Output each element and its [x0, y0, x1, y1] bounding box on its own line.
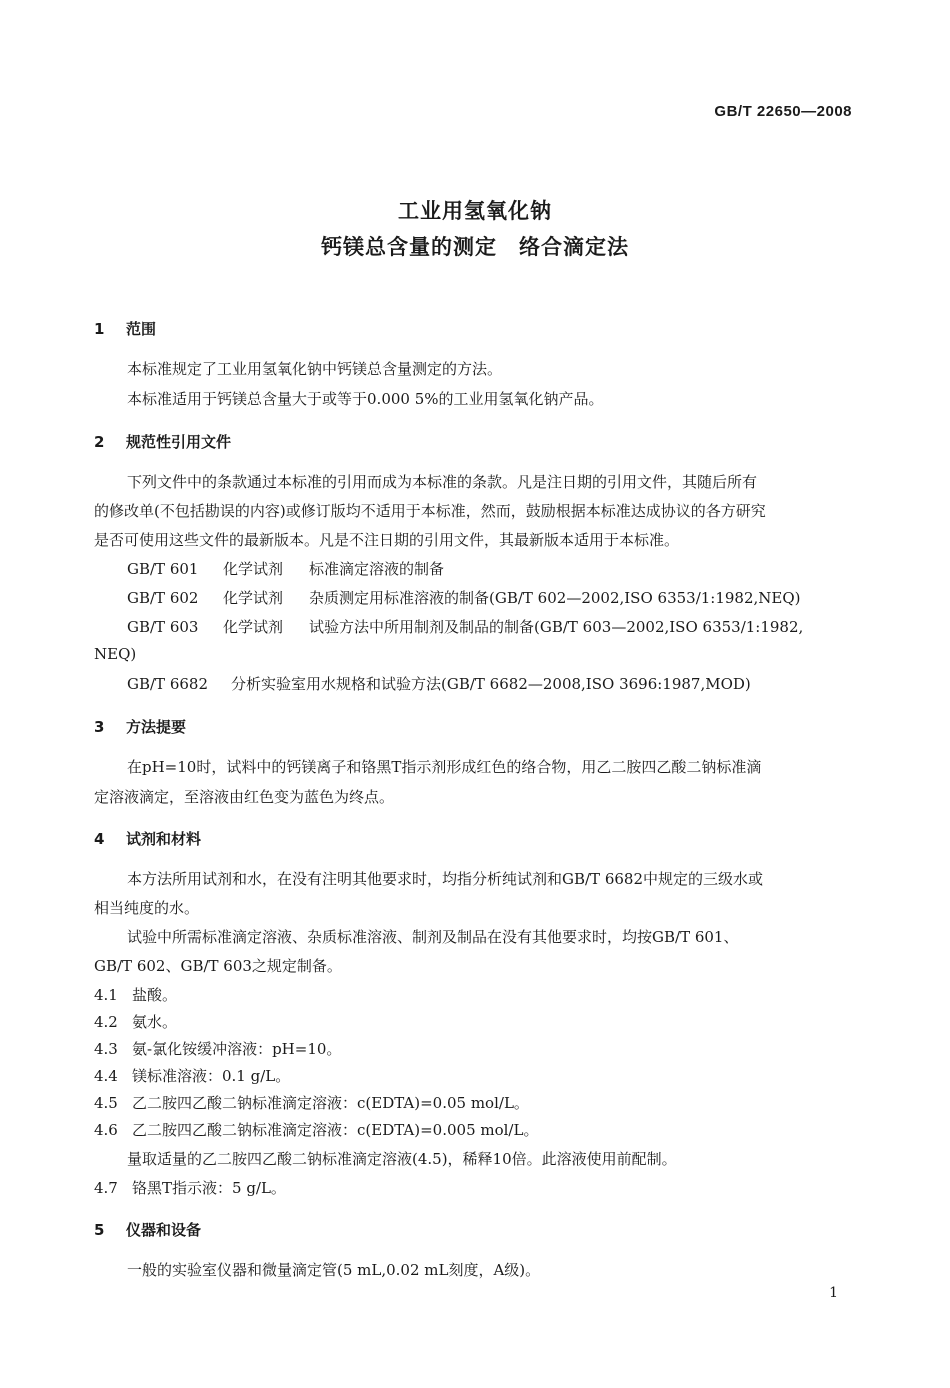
item-4-1 [94, 984, 177, 1005]
item-text: 乙二胺四乙酸二钠标准滴定溶液：c(EDTA)=0.005 mol/L。 [132, 1121, 539, 1139]
section-4-paragraph-1-line-1: 本方法所用试剂和水，在没有注明其他要求时，均指分析纯试剂和GB/T 6682中规定的三级水或 [127, 870, 764, 888]
section-4-paragraph-2-line-1: 试验中所需标准滴定溶液、杂质标准溶液、制剂及制品在没有其他要求时，均按GB/T 601、 [127, 928, 739, 946]
item-text: 氨水。 [132, 1013, 178, 1031]
item-number: 4.2 [94, 1013, 118, 1031]
section-title: 仪器和设备 [126, 1221, 202, 1239]
document-title-line-1: 工业用氢氧化钠 [398, 199, 552, 223]
section-2-intro-line-3: 是否可使用这些文件的最新版本。凡是不注日期的引用文件，其最新版本适用于本标准。 [94, 531, 680, 549]
section-5-heading [94, 1219, 201, 1240]
reference-gbt-602 [127, 587, 801, 608]
section-2-intro-line-2: 的修改单(不包括勘误的内容)或修订版均不适用于本标准，然而，鼓励根据本标准达成协议的各方研究 [94, 502, 766, 520]
page-number: 1 [829, 1285, 838, 1301]
section-number: 2 [94, 433, 105, 451]
section-1-paragraph-1: 本标准规定了工业用氢氧化钠中钙镁总含量测定的方法。 [127, 360, 503, 378]
section-number: 1 [94, 320, 105, 338]
section-5-paragraph-1: 一般的实验室仪器和微量滴定管(5 mL,0.02 mL刻度，A级)。 [127, 1261, 541, 1279]
item-number: 4.4 [94, 1067, 118, 1085]
item-number: 4.5 [94, 1094, 118, 1112]
section-title: 方法提要 [126, 718, 187, 736]
document-title-line-2: 钙镁总含量的测定 络合滴定法 [321, 235, 629, 259]
section-title: 试剂和材料 [126, 830, 202, 848]
reference-gbt-6682 [127, 673, 751, 694]
item-text: 铬黑T指示液：5 g/L。 [132, 1179, 286, 1197]
item-4-6 [94, 1119, 538, 1140]
reference-code: GB/T 603 [127, 618, 199, 636]
reference-code: GB/T 602 [127, 589, 199, 607]
item-number: 4.1 [94, 986, 118, 1004]
reference-title: 标准滴定溶液的制备 [309, 560, 445, 578]
item-number: 4.7 [94, 1179, 118, 1197]
section-3-line-1: 在pH=10时，试料中的钙镁离子和铬黑T指示剂形成红色的络合物，用乙二胺四乙酸二钠标准滴 [127, 758, 762, 776]
item-text: 乙二胺四乙酸二钠标准滴定溶液：c(EDTA)=0.05 mol/L。 [132, 1094, 529, 1112]
section-3-heading [94, 716, 186, 737]
section-number: 3 [94, 718, 105, 736]
item-text: 盐酸。 [132, 986, 178, 1004]
reference-title: 试验方法中所用制剂及制品的制备(GB/T 603—2002,ISO 6353/1:1982, [309, 618, 804, 636]
section-4-heading [94, 828, 201, 849]
reference-title: 杂质测定用标准溶液的制备(GB/T 602—2002,ISO 6353/1:1982,NEQ) [309, 589, 801, 607]
section-4-paragraph-2-line-2: GB/T 602、GB/T 603之规定制备。 [94, 957, 342, 975]
section-1-heading [94, 318, 156, 339]
reference-code: GB/T 6682 [127, 675, 209, 693]
section-number: 5 [94, 1221, 105, 1239]
section-2-heading [94, 431, 231, 452]
reference-title: 分析实验室用水规格和试验方法(GB/T 6682—2008,ISO 3696:1987,MOD) [231, 675, 751, 693]
reference-gbt-601 [127, 558, 444, 579]
section-number: 4 [94, 830, 105, 848]
section-title: 范围 [126, 320, 157, 338]
reference-category: 化学试剂 [223, 560, 284, 578]
item-4-7 [94, 1177, 286, 1198]
item-number: 4.3 [94, 1040, 118, 1058]
section-2-intro-line-1: 下列文件中的条款通过本标准的引用而成为本标准的条款。凡是注日期的引用文件，其随后所有 [127, 473, 758, 491]
item-4-2 [94, 1011, 177, 1032]
section-4-paragraph-1-line-2: 相当纯度的水。 [94, 899, 200, 917]
reference-code: GB/T 601 [127, 560, 199, 578]
reference-gbt-603-continuation: NEQ) [94, 645, 137, 663]
item-4-5 [94, 1092, 529, 1113]
reference-category: 化学试剂 [223, 618, 284, 636]
item-text: 氨-氯化铵缓冲溶液：pH=10。 [132, 1040, 342, 1058]
section-1-paragraph-2: 本标准适用于钙镁总含量大于或等于0.000 5%的工业用氢氧化钠产品。 [127, 390, 604, 408]
section-title: 规范性引用文件 [126, 433, 232, 451]
item-4-4 [94, 1065, 290, 1086]
standard-number: GB/T 22650—2008 [714, 103, 852, 120]
item-number: 4.6 [94, 1121, 118, 1139]
item-text: 镁标准溶液：0.1 g/L。 [132, 1067, 291, 1085]
reference-gbt-603 [127, 616, 803, 637]
item-4-3 [94, 1038, 341, 1059]
section-3-line-2: 定溶液滴定，至溶液由红色变为蓝色为终点。 [94, 788, 395, 806]
reference-category: 化学试剂 [223, 589, 284, 607]
item-4-6-note: 量取适量的乙二胺四乙酸二钠标准滴定溶液(4.5)，稀释10倍。此溶液使用前配制。 [127, 1150, 677, 1168]
